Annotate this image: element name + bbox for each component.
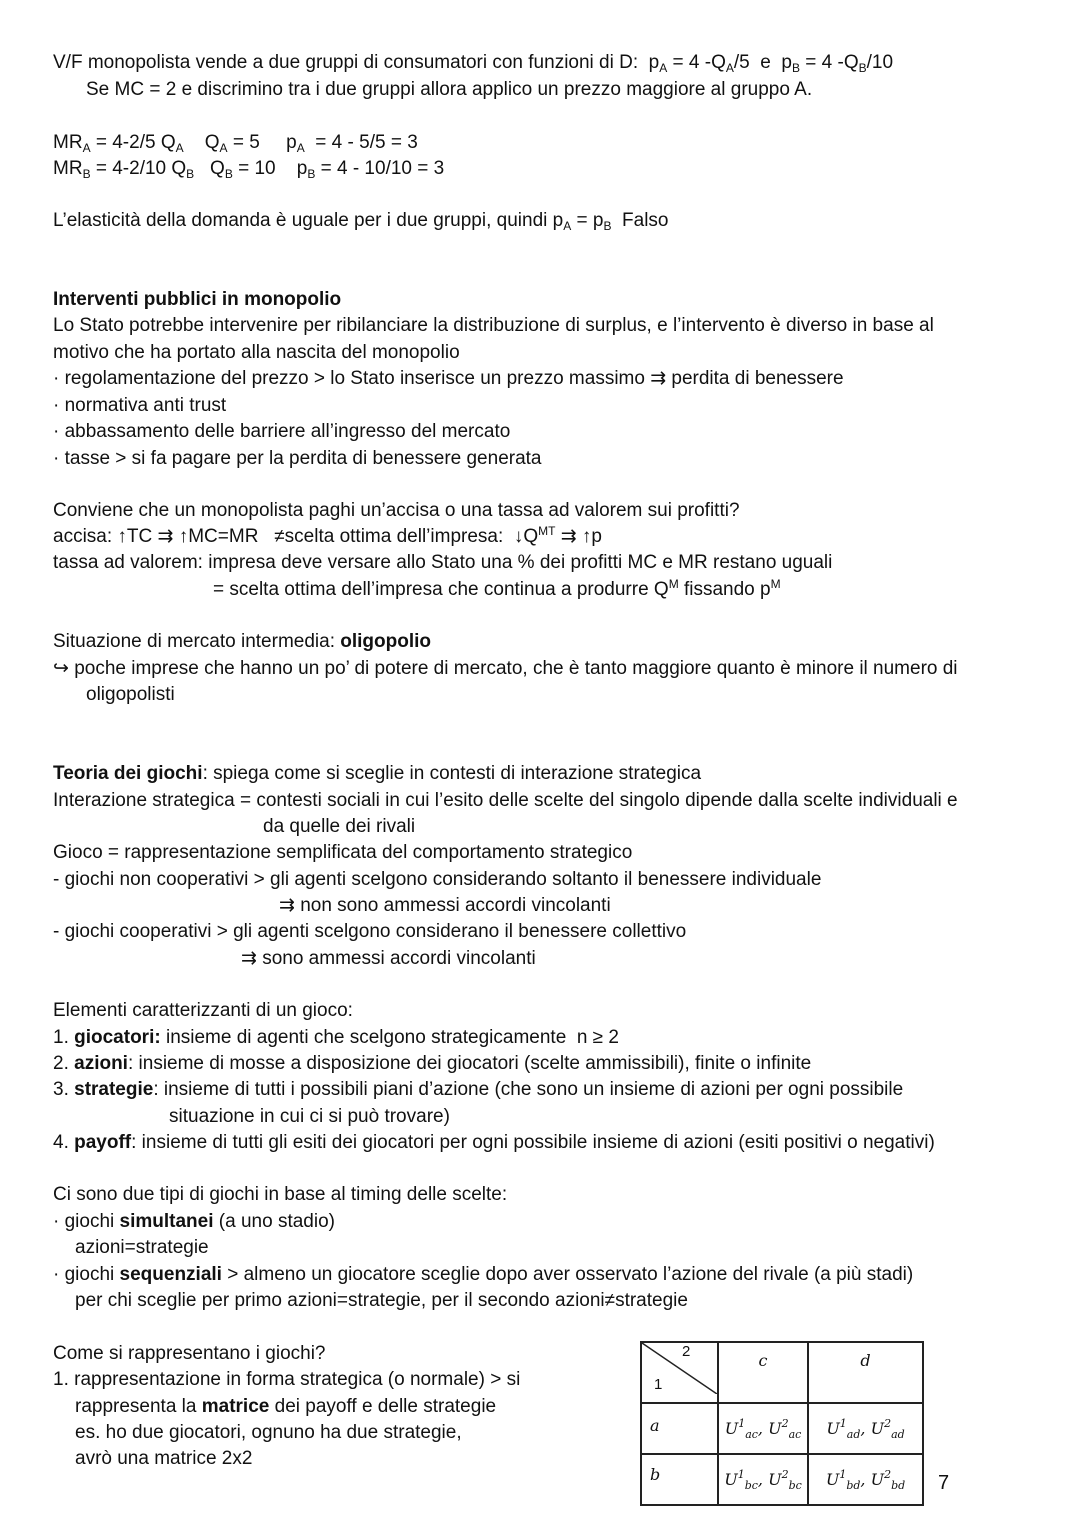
- text-run: = 4 -Q: [667, 52, 726, 73]
- text-run: : insieme di mosse a disposizione dei giocatori (scelte ammissibili), finite o infinite: [127, 1053, 812, 1074]
- text-line: [53, 840, 632, 866]
- text-line: [53, 1051, 811, 1077]
- payoff-u: U: [768, 1419, 782, 1438]
- text-run: per chi sceglie per primo azioni=strategie, per il secondo azioni≠strategie: [75, 1290, 688, 1311]
- subscript: A: [175, 141, 184, 155]
- text-run: 3.: [53, 1079, 75, 1100]
- bold-text: oligopolio: [340, 631, 432, 652]
- payoff-p2: 2: [781, 1417, 789, 1430]
- text-run: situazione in cui ci si può trovare): [169, 1106, 450, 1127]
- payoff-p2: 2: [884, 1417, 892, 1430]
- text-line: [53, 867, 821, 893]
- text-line: [53, 393, 226, 419]
- text-run: = p: [571, 210, 604, 231]
- subscript: A: [82, 141, 91, 155]
- text-run: · tasse > si fa pagare per la perdita di benessere generata: [53, 448, 542, 469]
- bold-text: simultanei: [119, 1211, 214, 1232]
- payoff-separator: ,: [757, 1419, 769, 1438]
- text-line: [53, 1025, 619, 1051]
- text-run: Gioco = rappresentazione semplificata del comportamento strategico: [53, 842, 633, 863]
- text-line: [75, 1394, 496, 1420]
- text-run: · abbassamento delle barriere all’ingresso del mercato: [53, 421, 511, 442]
- player-1-label: 1: [654, 1376, 663, 1393]
- text-line: [53, 156, 444, 182]
- col-header-c: c: [718, 1342, 808, 1403]
- text-run: Lo Stato potrebbe intervenire per ribilanciare la distribuzione di surplus, e l’intervento è diverso in base al: [53, 315, 934, 336]
- subscript: A: [659, 61, 668, 75]
- text-run: Q: [183, 132, 220, 153]
- payoff-cell: [718, 1403, 808, 1454]
- text-run: ⇉ non sono ammessi accordi vincolanti: [279, 895, 611, 916]
- text-run: L’elasticità della domanda è uguale per i due gruppi, quindi p: [53, 210, 564, 231]
- text-line: [53, 1262, 913, 1288]
- text-line: [169, 1104, 450, 1130]
- subscript: A: [296, 141, 305, 155]
- text-run: dei payoff e delle strategie: [269, 1396, 497, 1417]
- payoff-separator: ,: [860, 1419, 871, 1438]
- text-run: ⇉ ↑p: [555, 526, 602, 547]
- subscript: B: [603, 219, 612, 233]
- text-line: [53, 1182, 507, 1208]
- subscript: B: [858, 61, 867, 75]
- text-run: Elementi caratterizzanti di un gioco:: [53, 1000, 353, 1021]
- text-run: da quelle dei rivali: [263, 816, 416, 837]
- text-line: [53, 130, 418, 156]
- text-run: = scelta ottima dell’impresa che continua a produrre Q: [213, 579, 669, 600]
- bold-text: Teoria dei giochi: [53, 763, 203, 784]
- text-line: [53, 208, 669, 234]
- text-run: = 5 p: [227, 132, 297, 153]
- payoff-p1: 1: [738, 1417, 746, 1430]
- text-line: [53, 1367, 520, 1393]
- text-line: [75, 1420, 462, 1446]
- text-run: ↪ poche imprese che hanno un po’ di potere di mercato, che è tanto maggiore quanto è minore il numero di: [53, 658, 958, 679]
- payoff-s: bc: [744, 1479, 758, 1492]
- payoff-u: U: [826, 1419, 840, 1438]
- text-run: Conviene che un monopolista paghi un’accisa o una tassa ad valorem sui profitti?: [53, 500, 740, 521]
- text-run: · normativa anti trust: [53, 395, 227, 416]
- subscript: B: [224, 167, 233, 181]
- text-run: rappresenta la: [75, 1396, 202, 1417]
- text-run: 4.: [53, 1132, 75, 1153]
- payoff-p2: 2: [781, 1468, 789, 1481]
- text-line: [53, 1341, 326, 1367]
- payoff-cell: [718, 1454, 808, 1505]
- text-run: · giochi: [53, 1264, 120, 1285]
- bold-text: giocatori:: [74, 1027, 161, 1048]
- payoff-u: U: [870, 1470, 885, 1489]
- text-line: [86, 77, 812, 103]
- subscript: B: [307, 167, 316, 181]
- text-run: 1. rappresentazione in forma strategica (o normale) > si: [53, 1369, 521, 1390]
- payoff-p1: 1: [839, 1468, 847, 1481]
- text-run: = 4-2/10 Q: [90, 158, 187, 179]
- text-run: azioni=strategie: [75, 1237, 209, 1258]
- text-run: /10: [866, 52, 894, 73]
- text-run: · giochi: [53, 1211, 120, 1232]
- text-line: [53, 1130, 935, 1156]
- text-run: : insieme di tutti gli esiti dei giocatori per ogni possibile insieme di azioni (esiti positivi o negativi): [131, 1132, 935, 1153]
- text-line: [53, 419, 510, 445]
- text-run: insieme di agenti che scelgono strategicamente n ≥ 2: [160, 1027, 619, 1048]
- text-line: [241, 946, 536, 972]
- text-line: [53, 366, 844, 392]
- text-run: ⇉ sono ammessi accordi vincolanti: [241, 948, 536, 969]
- payoff-p2: 2: [884, 1468, 892, 1481]
- text-run: = 4 -Q: [800, 52, 859, 73]
- subscript: B: [186, 167, 195, 181]
- text-line: [53, 629, 431, 655]
- text-run: - giochi cooperativi > gli agenti scelgono considerano il benessere collettivo: [53, 921, 687, 942]
- col-header-d: d: [808, 1342, 923, 1403]
- text-run: avrò una matrice 2x2: [75, 1448, 253, 1469]
- text-run: : spiega come si sceglie in contesti di interazione strategica: [202, 763, 702, 784]
- payoff-s: bd: [846, 1479, 861, 1492]
- text-line: [213, 577, 781, 603]
- text-line: [53, 446, 542, 472]
- text-line: [53, 340, 460, 366]
- payoff-u: U: [724, 1470, 738, 1489]
- payoff-s: ac: [788, 1428, 802, 1441]
- text-run: : insieme di tutti i possibili piani d’azione (che sono un insieme di azioni per ogni possibile: [153, 1079, 904, 1100]
- text-run: Come si rappresentano i giochi?: [53, 1343, 326, 1364]
- bold-text: strategie: [74, 1079, 154, 1100]
- payoff-s: bc: [788, 1479, 802, 1492]
- text-run: oligopolisti: [86, 684, 175, 705]
- payoff-separator: ,: [757, 1470, 769, 1489]
- text-line: [53, 524, 602, 550]
- text-line: [53, 919, 686, 945]
- payoff-p1: 1: [737, 1468, 745, 1481]
- text-run: /5 e p: [733, 52, 792, 73]
- subscript: A: [219, 141, 228, 155]
- text-line: [75, 1288, 688, 1314]
- payoff-u: U: [870, 1419, 885, 1438]
- text-run: (a uno stadio): [213, 1211, 335, 1232]
- payoff-u: U: [768, 1470, 782, 1489]
- text-line: [53, 788, 958, 814]
- bold-text: matrice: [201, 1396, 270, 1417]
- payoff-s: ad: [846, 1428, 861, 1441]
- payoff-cell: [808, 1403, 923, 1454]
- text-run: 2.: [53, 1053, 75, 1074]
- payoff-u: U: [825, 1470, 840, 1489]
- text-line: [75, 1235, 209, 1261]
- subscript: B: [82, 167, 91, 181]
- text-line: [53, 287, 341, 313]
- text-line: [53, 1209, 335, 1235]
- text-line: [53, 998, 353, 1024]
- page-number: 7: [938, 1472, 950, 1494]
- text-run: tassa ad valorem: impresa deve versare allo Stato una % dei profitti MC e MR restano uguali: [53, 552, 833, 573]
- bold-text: payoff: [74, 1132, 132, 1153]
- text-run: MR: [53, 132, 83, 153]
- subscript: A: [563, 219, 572, 233]
- subscript: A: [725, 61, 734, 75]
- text-run: · regolamentazione del prezzo > lo Stato inserisce un prezzo massimo ⇉ perdita di benessere: [53, 368, 844, 389]
- text-run: accisa: ↑TC ⇉ ↑MC=MR ≠scelta ottima dell’impresa: ↓Q: [53, 526, 539, 547]
- text-line: [86, 682, 175, 708]
- text-run: Ci sono due tipi di giochi in base al timing delle scelte:: [53, 1184, 508, 1205]
- text-run: V/F monopolista vende a due gruppi di consumatori con funzioni di D: p: [53, 52, 660, 73]
- text-run: fissando p: [678, 579, 771, 600]
- supscript: MT: [538, 524, 556, 538]
- payoff-s: bd: [891, 1479, 906, 1492]
- text-run: motivo che ha portato alla nascita del monopolio: [53, 342, 460, 363]
- supscript: M: [770, 577, 781, 591]
- text-run: Se MC = 2 e discrimino tra i due gruppi allora applico un prezzo maggiore al gruppo A.: [86, 79, 813, 100]
- bold-text: sequenziali: [119, 1264, 222, 1285]
- payoff-s: ad: [891, 1428, 905, 1441]
- text-line: [53, 1077, 903, 1103]
- text-run: - giochi non cooperativi > gli agenti scelgono considerando soltanto il benessere individuale: [53, 869, 822, 890]
- subscript: B: [792, 61, 801, 75]
- text-line: [263, 814, 415, 840]
- text-line: [53, 550, 832, 576]
- text-line: [279, 893, 611, 919]
- text-run: > almeno un giocatore sceglie dopo aver osservato l’azione del rivale (a più stadi): [221, 1264, 914, 1285]
- row-header-b: b: [641, 1454, 718, 1505]
- text-run: = 4-2/5 Q: [90, 132, 176, 153]
- text-line: [75, 1446, 252, 1472]
- text-run: = 4 - 5/5 = 3: [304, 132, 418, 153]
- text-line: [53, 313, 934, 339]
- text-run: = 4 - 10/10 = 3: [315, 158, 445, 179]
- text-line: [53, 761, 701, 787]
- text-run: Situazione di mercato intermedia:: [53, 631, 341, 652]
- player-2-label: 2: [682, 1343, 691, 1360]
- bold-text: azioni: [74, 1053, 128, 1074]
- text-line: [53, 50, 893, 76]
- text-run: Interazione strategica = contesti sociali in cui l’esito delle scelte del singolo dipende dalla scelte individuali e: [53, 790, 958, 811]
- payoff-cell: [808, 1454, 923, 1505]
- payoff-p1: 1: [839, 1417, 847, 1430]
- matrix-corner-cell: [641, 1342, 718, 1403]
- supscript: M: [668, 577, 679, 591]
- text-run: = 10 p: [232, 158, 308, 179]
- text-run: es. ho due giocatori, ognuno ha due strategie,: [75, 1422, 462, 1443]
- text-run: Q: [194, 158, 225, 179]
- payoff-separator: ,: [860, 1470, 871, 1489]
- text-run: MR: [53, 158, 83, 179]
- payoff-matrix: [640, 1341, 924, 1506]
- row-header-a: a: [641, 1403, 718, 1454]
- text-line: [53, 498, 740, 524]
- text-run: 1.: [53, 1027, 75, 1048]
- payoff-s: ac: [745, 1428, 758, 1441]
- text-line: [53, 656, 958, 682]
- bold-text: Interventi pubblici in monopolio: [53, 289, 342, 310]
- payoff-u: U: [724, 1419, 739, 1438]
- text-run: Falso: [611, 210, 669, 231]
